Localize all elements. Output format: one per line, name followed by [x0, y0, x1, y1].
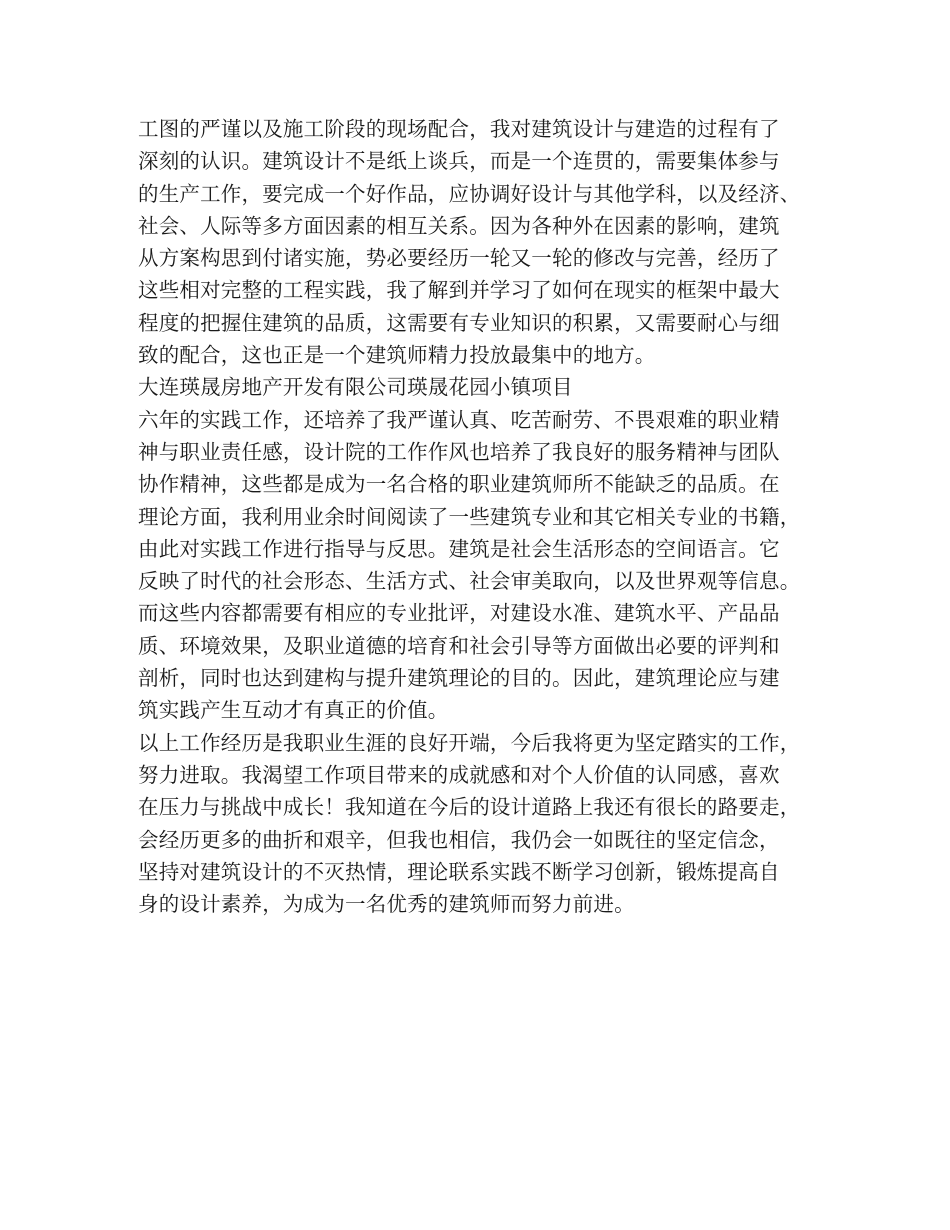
text-line: 深刻的认识。建筑设计不是纸上谈兵，而是一个连贯的，需要集体参与: [138, 149, 780, 174]
text-line: 身的设计素养，为成为一名优秀的建筑师而努力前进。: [138, 892, 635, 917]
text-line: 反映了时代的社会形态、生活方式、社会审美取向，以及世界观等信息。: [138, 569, 801, 594]
text-line: 这些相对完整的工程实践，我了解到并学习了如何在现实的框架中最大: [138, 278, 780, 303]
text-line: 质、环境效果，及职业道德的培育和社会引导等方面做出必要的评判和: [138, 633, 780, 658]
text-line: 筑实践产生互动才有真正的价值。: [138, 698, 449, 723]
text-line: 致的配合，这也正是一个建筑师精力投放最集中的地方。: [138, 343, 656, 368]
body-text: [138, 113, 828, 920]
text-line: 努力进取。我渴望工作项目带来的成就感和对个人价值的认同感，喜欢: [138, 762, 780, 787]
text-line: 的生产工作，要完成一个好作品，应协调好设计与其他学科，以及经济、: [138, 181, 801, 206]
text-line: 会经历更多的曲折和艰辛，但我也相信，我仍会一如既往的坚定信念，: [138, 827, 780, 852]
text-line: 神与职业责任感，设计院的工作作风也培养了我良好的服务精神与团队: [138, 439, 780, 464]
text-line: 理论方面，我利用业余时间阅读了一些建筑专业和其它相关专业的书籍，: [138, 504, 801, 529]
text-line: 剖析，同时也达到建构与提升建筑理论的目的。因此，建筑理论应与建: [138, 666, 780, 691]
text-line: 在压力与挑战中成长！我知道在今后的设计道路上我还有很长的路要走，: [138, 795, 801, 820]
text-line: 工图的严谨以及施工阶段的现场配合，我对建筑设计与建造的过程有了: [138, 117, 780, 141]
text-line: 而这些内容都需要有相应的专业批评，对建设水准、建筑水平、产品品: [138, 601, 780, 626]
text-line: 坚持对建筑设计的不灭热情，理论联系实践不断学习创新，锻炼提高自: [138, 859, 780, 884]
project-title-line: 大连瑛晟房地产开发有限公司瑛晟花园小镇项目: [138, 375, 573, 400]
text-line: 由此对实践工作进行指导与反思。建筑是社会生活形态的空间语言。它: [138, 536, 780, 561]
text-line: 六年的实践工作，还培养了我严谨认真、吃苦耐劳、不畏艰难的职业精: [138, 407, 780, 432]
text-line: 以上工作经历是我职业生涯的良好开端，今后我将更为坚定踏实的工作，: [138, 730, 801, 755]
text-line: 社会、人际等多方面因素的相互关系。因为各种外在因素的影响，建筑: [138, 213, 780, 238]
text-line: 程度的把握住建筑的品质，这需要有专业知识的积累，又需要耐心与细: [138, 310, 780, 335]
text-line: 从方案构思到付诸实施，势必要经历一轮又一轮的修改与完善，经历了: [138, 246, 780, 271]
text-line: 协作精神，这些都是成为一名合格的职业建筑师所不能缺乏的品质。在: [138, 472, 780, 497]
